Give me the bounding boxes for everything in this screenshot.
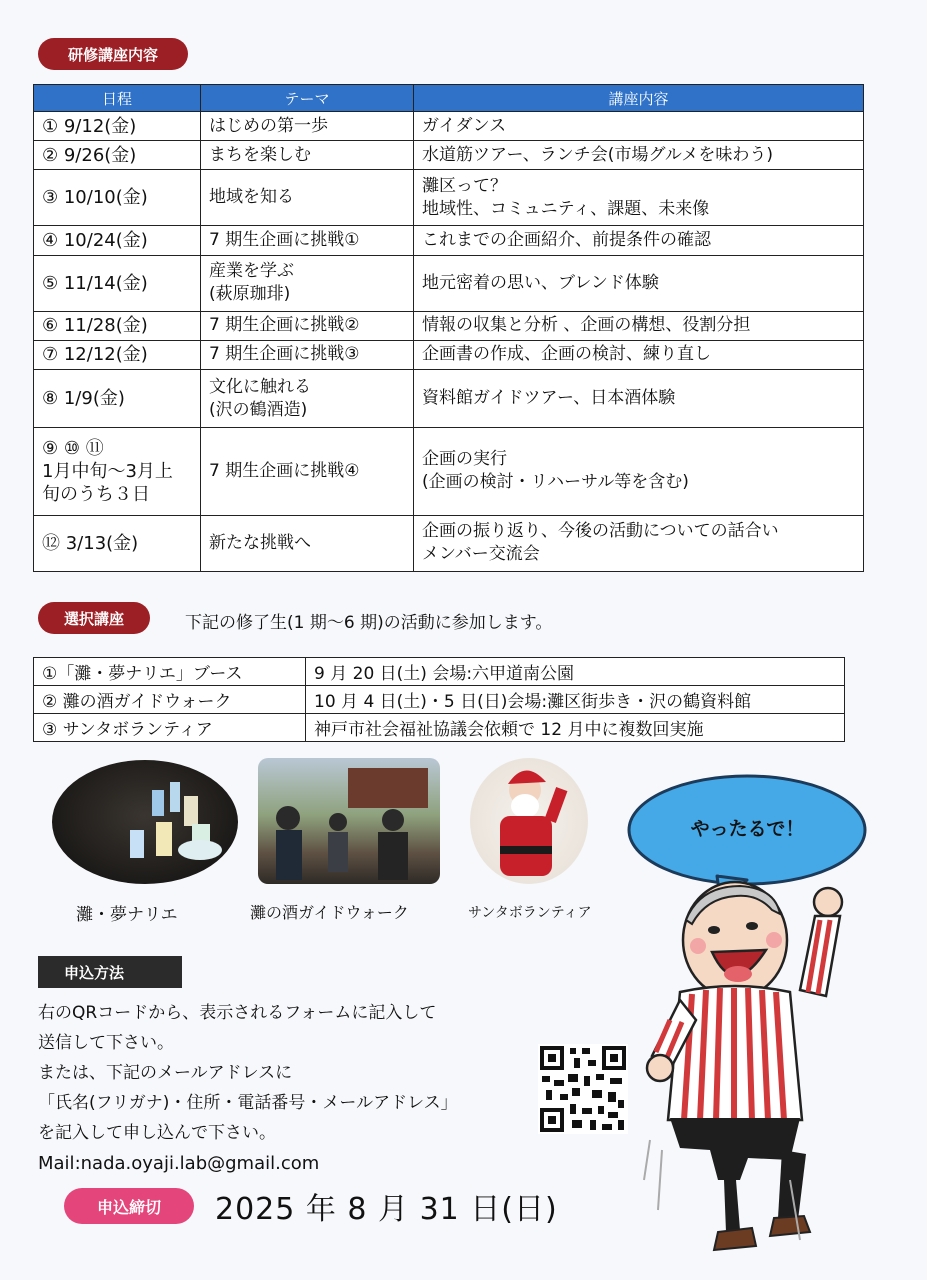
elective-row [34, 658, 845, 686]
schedule-header-row [34, 85, 864, 112]
walkers-illustration [258, 758, 440, 884]
schedule-row [34, 340, 864, 369]
schedule-date: ⑧ 1/9(金) [34, 370, 201, 428]
elective-detail: 神戸市社会福祉協議会依頼で 12 月中に複数回実施 [306, 714, 845, 742]
schedule-theme: 7 期生企画に挑戦① [201, 226, 414, 255]
schedule-table [33, 84, 864, 572]
schedule-row [34, 226, 864, 255]
schedule-date: ② 9/26(金) [34, 141, 201, 170]
schedule-content: 企画書の作成、企画の検討、練り直し [414, 340, 864, 369]
caption-sake-guide-walk: 灘の酒ガイドウォーク [250, 903, 409, 922]
schedule-row [34, 428, 864, 515]
schedule-date: ⑦ 12/12(金) [34, 340, 201, 369]
qr-code-icon[interactable] [538, 1044, 628, 1134]
schedule-row [34, 255, 864, 311]
schedule-theme: 新たな挑戦へ [201, 515, 414, 571]
caption-santa-volunteer: サンタボランティア [468, 905, 592, 921]
schedule-content: 企画の振り返り、今後の活動についての話合い メンバー交流会 [414, 515, 864, 571]
section-label-course-contents: 研修講座内容 [38, 38, 188, 70]
schedule-content: ガイダンス [414, 112, 864, 141]
elective-name: ③ サンタボランティア [34, 714, 306, 742]
schedule-date: ⑨ ⑩ ⑪ 1月中旬～3月上 旬のうち３日 [34, 428, 201, 515]
schedule-row [34, 311, 864, 340]
elective-detail: 10 月 4 日(土)・5 日(日)会場:灘区街歩き・沢の鶴資料館 [306, 686, 845, 714]
schedule-content: 地元密着の思い、ブレンド体験 [414, 255, 864, 311]
schedule-row [34, 170, 864, 226]
caption-nada-yume-narie: 灘・夢ナリエ [76, 905, 178, 925]
elective-table [33, 657, 845, 742]
mascot-old-man-illustration [640, 880, 880, 1260]
schedule-date: ⑥ 11/28(金) [34, 311, 201, 340]
header-date: 日程 [34, 85, 201, 112]
schedule-theme: 7 期生企画に挑戦③ [201, 340, 414, 369]
elective-detail: 9 月 20 日(土) 会場:六甲道南公園 [306, 658, 845, 686]
header-content: 講座内容 [414, 85, 864, 112]
schedule-content: これまでの企画紹介、前提条件の確認 [414, 226, 864, 255]
schedule-body [34, 112, 864, 572]
schedule-row [34, 370, 864, 428]
schedule-theme: はじめの第一歩 [201, 112, 414, 141]
schedule-content: 灘区って？ 地域性、コミュニティ、課題、未来像 [414, 170, 864, 226]
schedule-row [34, 112, 864, 141]
header-theme: テーマ [201, 85, 414, 112]
elective-intro: 下記の修了生(1 期～6 期)の活動に参加します。 [185, 613, 553, 633]
schedule-theme: 文化に触れる (沢の鶴酒造) [201, 370, 414, 428]
schedule-date: ⑫ 3/13(金) [34, 515, 201, 571]
section-label-deadline: 申込締切 [64, 1188, 194, 1224]
section-label-application: 申込方法 [38, 956, 182, 988]
schedule-content: 資料館ガイドツアー、日本酒体験 [414, 370, 864, 428]
application-instructions: 右のQRコードから、表示されるフォームに記入して 送信して下さい。 または、下記のメールアドレスに 「氏名(フリガナ)・住所・電話番号・メールアドレス」 を記入して申し込んで下さい。 [38, 1003, 458, 1143]
schedule-date: ③ 10/10(金) [34, 170, 201, 226]
schedule-theme: 産業を学ぶ (萩原珈琲) [201, 255, 414, 311]
santa-illustration [470, 758, 588, 884]
deadline-date: 2025 年 8 月 31 日(日) [215, 1192, 558, 1227]
application-email: Mail:nada.oyaji.lab@gmail.com [38, 1153, 320, 1174]
elective-row [34, 686, 845, 714]
elective-name: ② 灘の酒ガイドウォーク [34, 686, 306, 714]
schedule-theme: まちを楽しむ [201, 141, 414, 170]
schedule-content: 情報の収集と分析 、企画の構想、役割分担 [414, 311, 864, 340]
schedule-theme: 7 期生企画に挑戦② [201, 311, 414, 340]
photo-nada-yume-narie [52, 760, 238, 884]
schedule-content: 企画の実行 (企画の検討・リハーサル等を含む) [414, 428, 864, 515]
schedule-content: 水道筋ツアー、ランチ会(市場グルメを味わう) [414, 141, 864, 170]
speech-bubble-text: やったるで！ [690, 818, 805, 840]
elective-body [34, 658, 845, 742]
elective-row [34, 714, 845, 742]
schedule-theme: 7 期生企画に挑戦④ [201, 428, 414, 515]
photo-sake-guide-walk [258, 758, 440, 884]
schedule-theme: 地域を知る [201, 170, 414, 226]
schedule-row [34, 515, 864, 571]
lantern-illustration [52, 760, 238, 884]
schedule-date: ④ 10/24(金) [34, 226, 201, 255]
schedule-date: ① 9/12(金) [34, 112, 201, 141]
schedule-row [34, 141, 864, 170]
section-label-elective: 選択講座 [38, 602, 150, 634]
elective-name: ①「灘・夢ナリエ」ブース [34, 658, 306, 686]
schedule-date: ⑤ 11/14(金) [34, 255, 201, 311]
photo-santa-volunteer [470, 758, 588, 884]
